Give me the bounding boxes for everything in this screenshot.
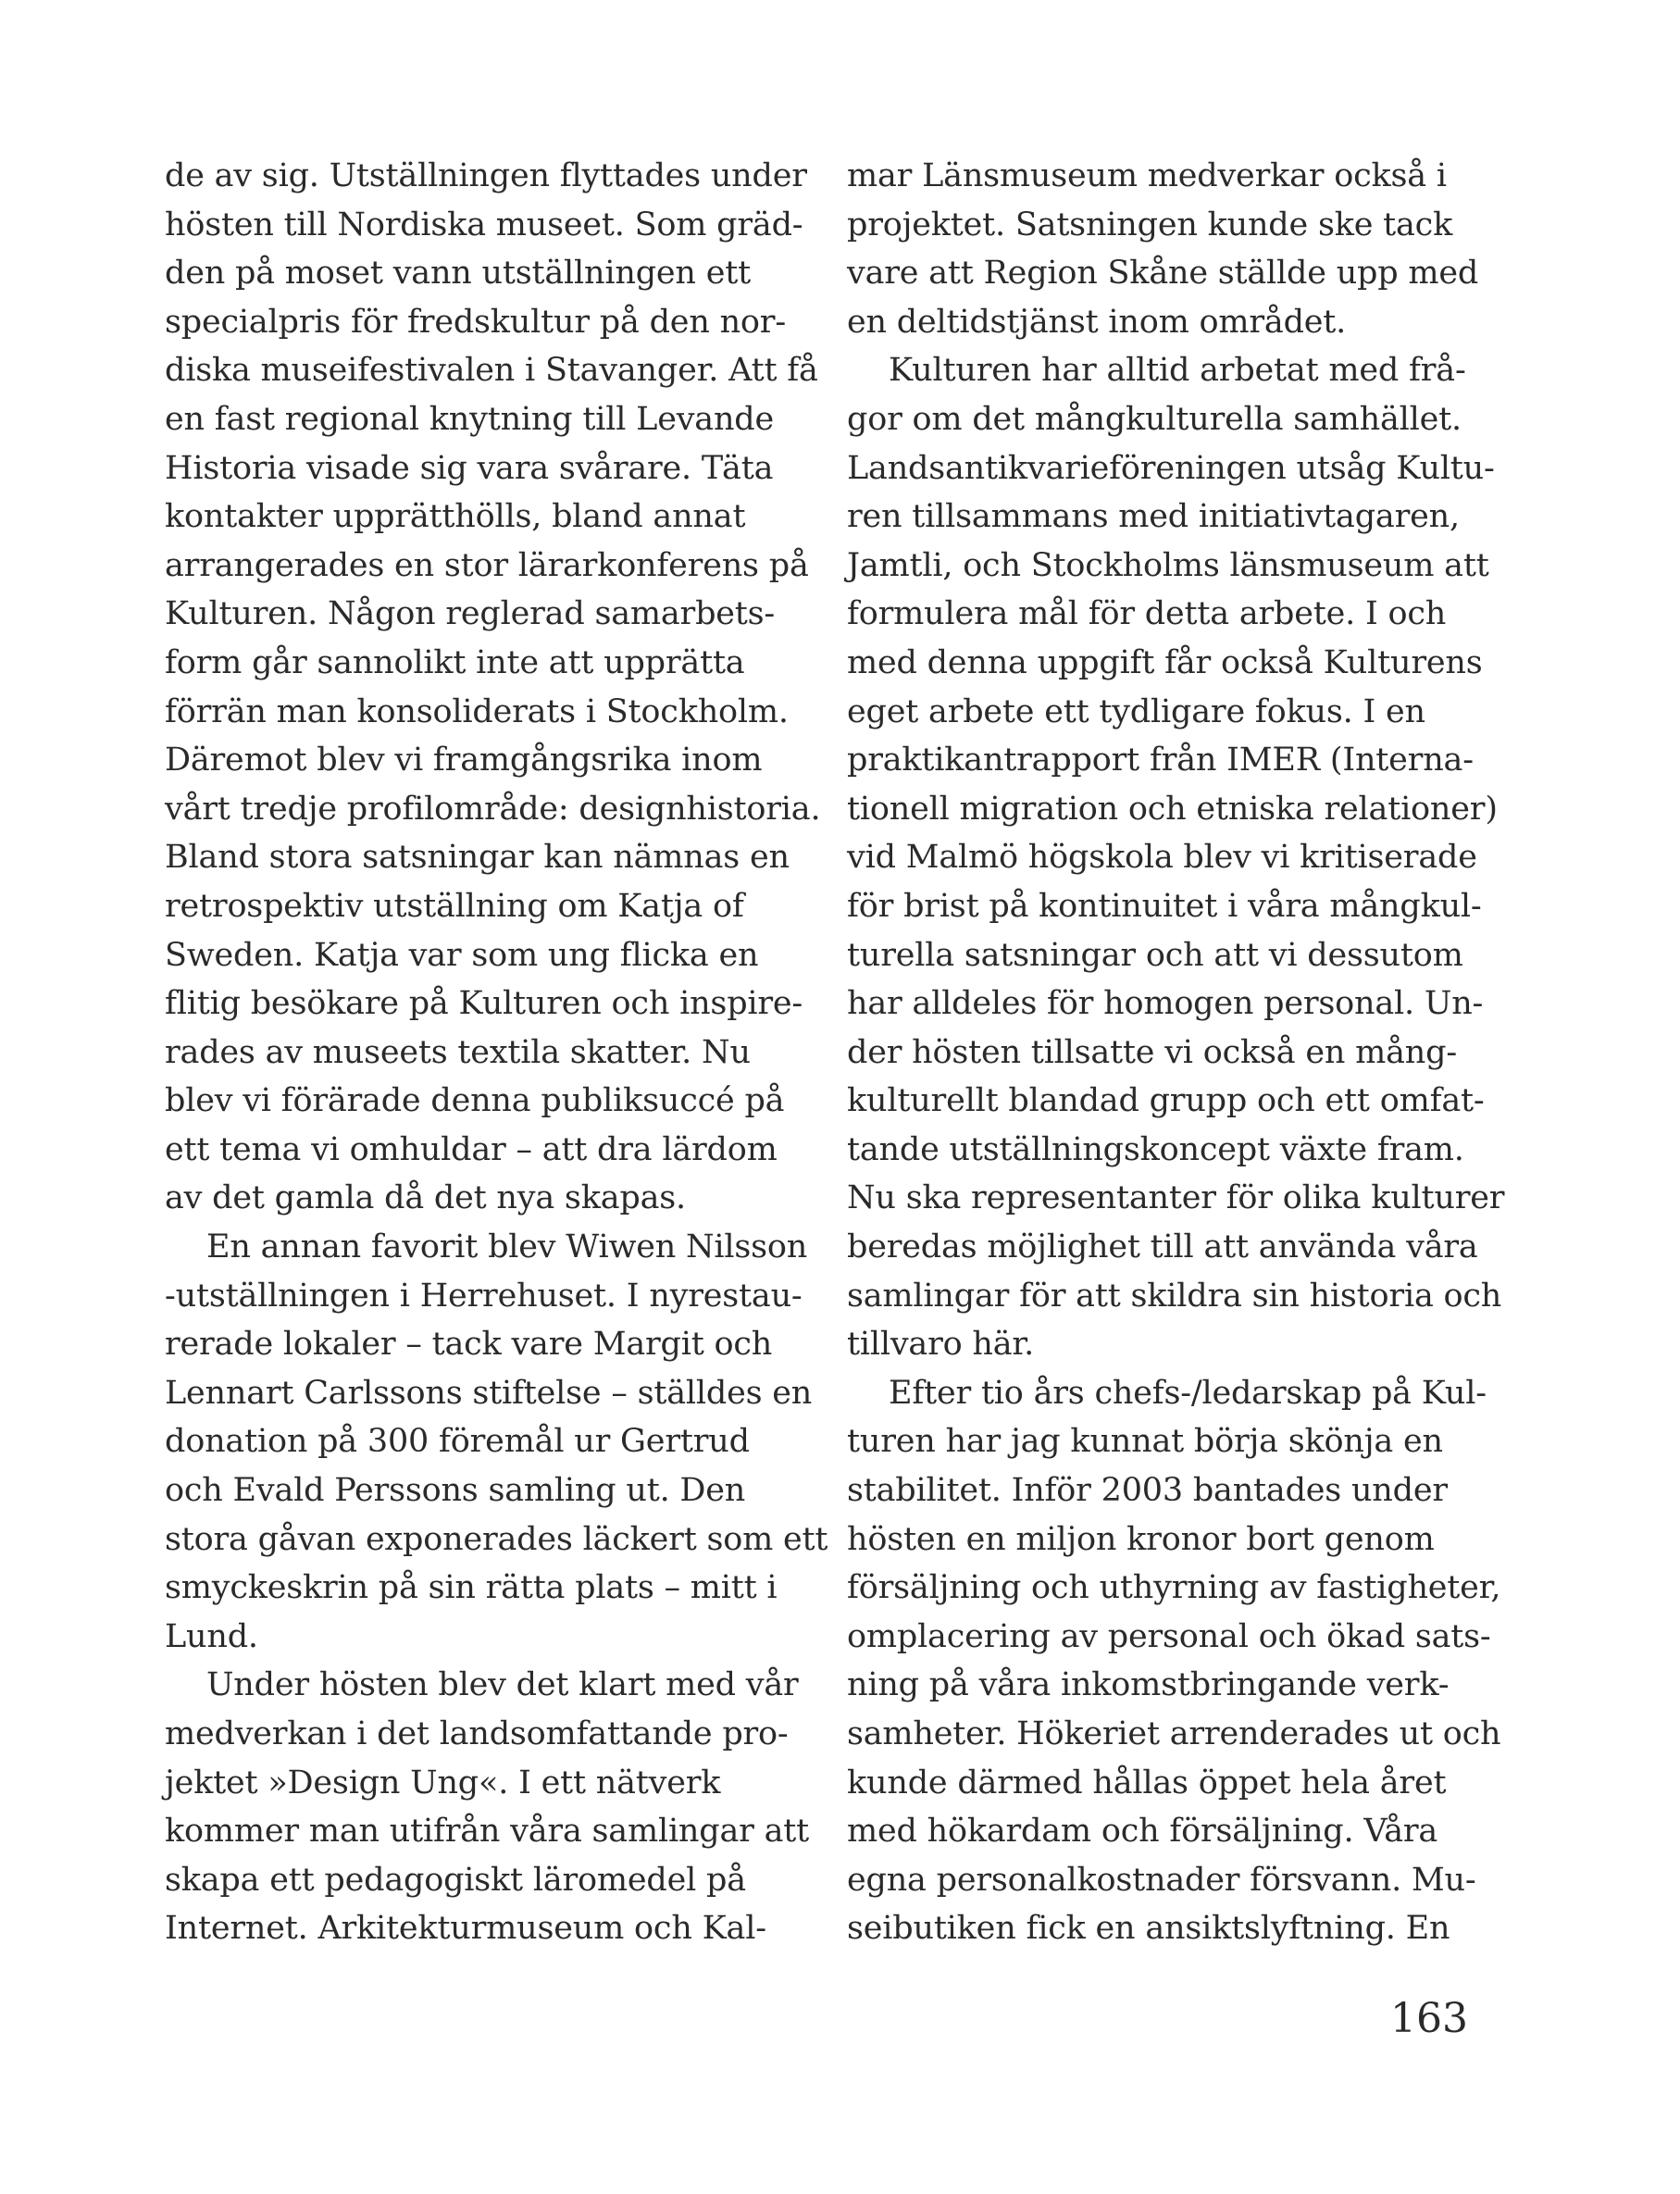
text-line: vare att Region Skåne ställde upp med [847,255,1479,293]
text-line: form går sannolikt inte att upprätta [165,643,745,681]
text-line: mar Länsmuseum medverkar också i [847,157,1447,194]
text-line: Lennart Carlssons stiftelse – ställdes en [165,1374,813,1412]
text-line: och Evald Perssons samling ut. Den [165,1472,746,1510]
text-line: Internet. Arkitekturmuseum och Kal- [165,1910,766,1948]
text-line: retrospektiv utställning om Katja of [165,887,744,925]
text-line: ning på våra inkomstbringande verk- [847,1666,1450,1704]
text-line: vid Malmö högskola blev vi kritiserade [847,839,1477,877]
text-line: med hökardam och försäljning. Våra [847,1813,1438,1851]
text-line: en deltidstjänst inom området. [847,303,1347,341]
text-line: för brist på kontinuitet i våra mångkul- [847,887,1482,925]
text-line: vårt tredje profilområde: designhistoria. [165,790,821,828]
text-line: Jamtli, och Stockholms länsmuseum att [847,546,1489,584]
text-line: skapa ett pedagogiskt läromedel på [165,1861,746,1899]
text-line: projektet. Satsningen kunde ske tack [847,206,1453,243]
text-line: diska museifestivalen i Stavanger. Att få [165,352,818,390]
left-text-column [165,152,828,1953]
text-line: Under hösten blev det klart med vår [206,1666,799,1704]
text-line: tionell migration och etniska relationer) [847,790,1498,828]
text-line: tande utställningskoncept växte fram. [847,1130,1464,1168]
page-number: 163 [1390,1995,1468,2042]
text-line: gor om det mångkulturella samhället. [847,400,1462,438]
text-line: Bland stora satsningar kan nämnas en [165,839,790,877]
text-line: Landsantikvarieföreningen utsåg Kultu- [847,449,1495,487]
text-line: Efter tio års chefs-/ledarskap på Kul- [889,1374,1487,1412]
text-line: kontakter upprätthölls, bland annat [165,498,746,536]
text-line: hösten en miljon kronor bort genom [847,1520,1435,1558]
text-line: tillvaro här. [847,1326,1035,1364]
text-line: de av sig. Utställningen flyttades under [165,157,807,194]
text-line: en fast regional knytning till Levande [165,400,775,438]
text-line: omplacering av personal och ökad sats- [847,1617,1491,1655]
text-line: kunde därmed hållas öppet hela året [847,1764,1447,1801]
text-line: rades av museets textila skatter. Nu [165,1033,751,1071]
text-line: Kulturen. Någon reglerad samarbets- [165,595,776,633]
text-line: donation på 300 föremål ur Gertrud [165,1423,750,1461]
text-line: har alldeles för homogen personal. Un- [847,985,1484,1023]
right-text-column [847,152,1505,1953]
text-line: der hösten tillsatte vi också en mång- [847,1033,1457,1071]
text-line: kulturellt blandad grupp och ett omfat- [847,1082,1485,1120]
text-line: försäljning och uthyrning av fastigheter, [847,1569,1501,1607]
text-line: rerade lokaler – tack vare Margit och [165,1326,773,1364]
text-line: turen har jag kunnat börja skönja en [847,1423,1443,1461]
text-line: seibutiken fick en ansiktslyftning. En [847,1910,1450,1948]
text-line: av det gamla då det nya skapas. [165,1179,686,1217]
text-line: stora gåvan exponerades läckert som ett [165,1520,828,1558]
text-line: samheter. Hökeriet arrenderades ut och [847,1715,1501,1752]
text-line: beredas möjlighet till att använda våra [847,1228,1478,1266]
text-line: Nu ska representanter för olika kulturer [847,1179,1505,1217]
text-line: praktikantrapport från IMER (Interna- [847,742,1474,779]
text-line: blev vi förärade denna publiksuccé på [165,1082,785,1120]
text-line: Däremot blev vi framgångsrika inom [165,742,763,779]
text-line: stabilitet. Inför 2003 bantades under [847,1472,1448,1510]
text-line: medverkan i det landsomfattande pro- [165,1715,789,1752]
text-line: jektet »Design Ung«. I ett nätverk [165,1764,721,1801]
text-line: flitig besökare på Kulturen och inspire- [165,985,803,1023]
text-line: den på moset vann utställningen ett [165,255,751,293]
text-line: ren tillsammans med initiativtagaren, [847,498,1460,536]
text-line: Kulturen har alltid arbetat med frå- [889,352,1466,390]
text-line: Lund. [165,1617,258,1655]
text-line: arrangerades en stor lärarkonferens på [165,546,809,584]
text-line: smyckeskrin på sin rätta plats – mitt i [165,1569,778,1607]
text-line: specialpris för fredskultur på den nor- [165,303,786,341]
text-line: turella satsningar och att vi dessutom [847,936,1463,974]
text-line: hösten till Nordiska museet. Som gräd- [165,206,803,243]
text-line: formulera mål för detta arbete. I och [847,595,1447,633]
text-line: med denna uppgift får också Kulturens [847,643,1483,681]
text-line: En annan favorit blev Wiwen Nilsson [206,1228,808,1266]
text-line: eget arbete ett tydligare fokus. I en [847,692,1425,730]
text-line: ett tema vi omhuldar – att dra lärdom [165,1130,778,1168]
text-line: förrän man konsoliderats i Stockholm. [165,692,789,730]
text-line: samlingar för att skildra sin historia och [847,1277,1502,1315]
text-line: kommer man utifrån våra samlingar att [165,1813,810,1851]
text-line: egna personalkostnader försvann. Mu- [847,1861,1476,1899]
text-line: Historia visade sig vara svårare. Täta [165,449,774,487]
text-line: -utställningen i Herrehuset. I nyrestau- [165,1277,803,1315]
text-line: Sweden. Katja var som ung flicka en [165,936,759,974]
